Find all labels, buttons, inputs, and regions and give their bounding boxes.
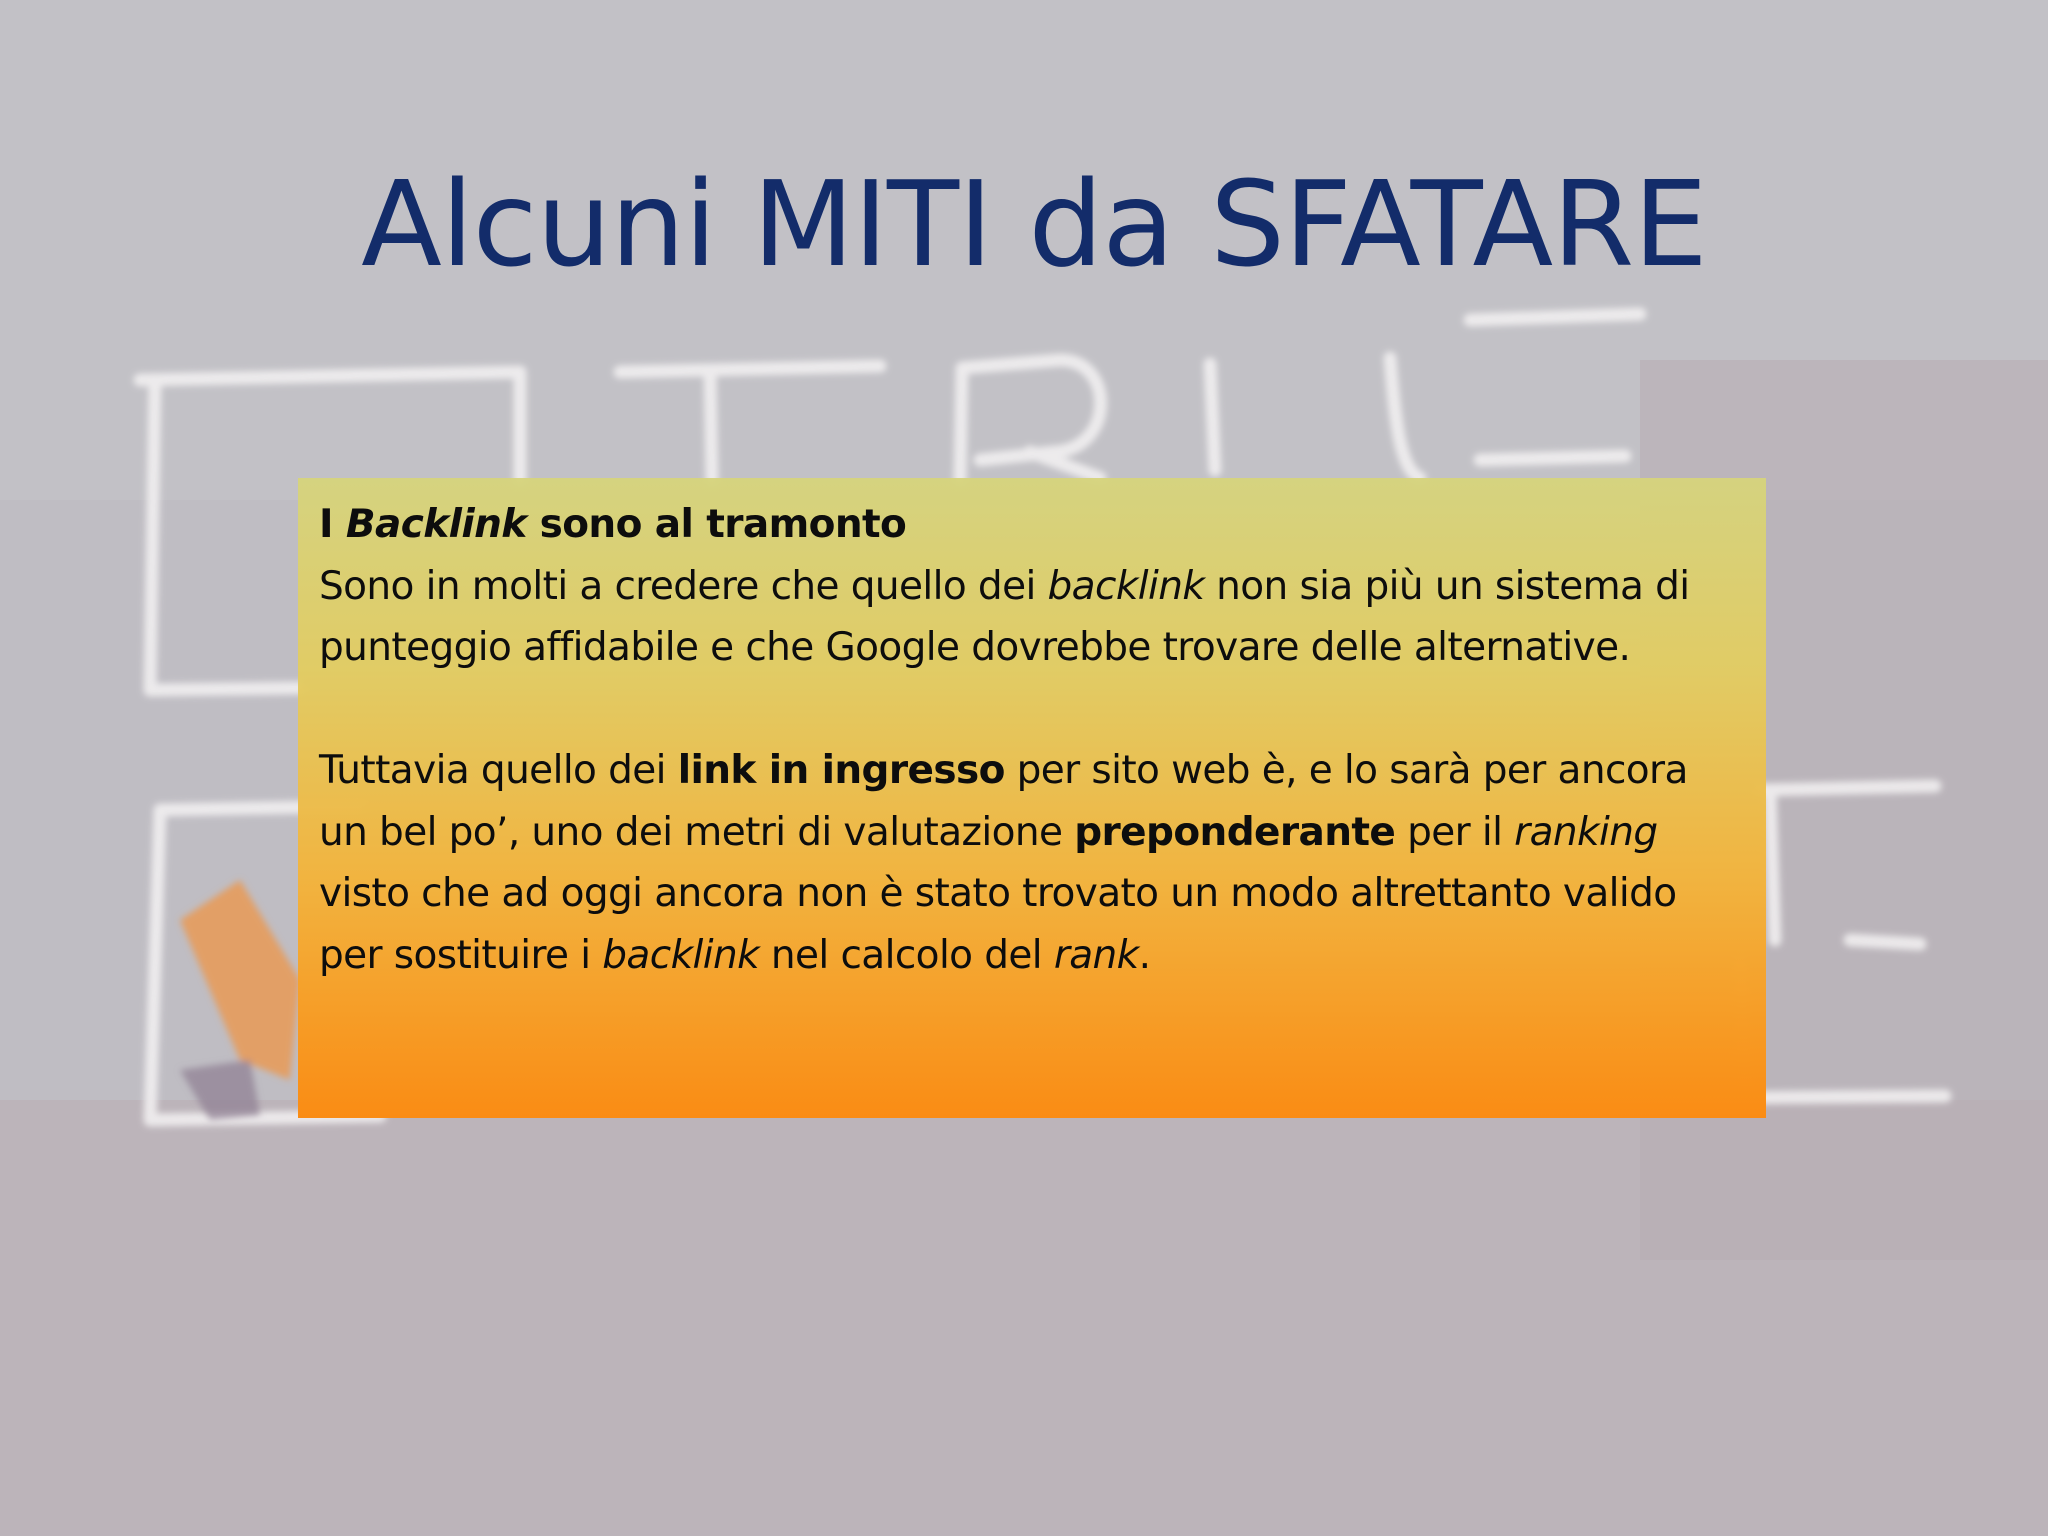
p2-emphasis3: rank: [1053, 932, 1139, 978]
p2-emphasis2: backlink: [602, 932, 760, 978]
p2-part6: .: [1138, 932, 1151, 978]
p1-part1: Sono in molti a credere che quello dei: [319, 563, 1048, 609]
heading-prefix: I: [319, 502, 346, 547]
heading-emphasis: Backlink: [345, 502, 527, 547]
content-box: [298, 478, 1766, 1118]
p2-bold2: preponderante: [1074, 809, 1396, 855]
p2-part3: per il: [1395, 809, 1515, 855]
p1-emphasis1: backlink: [1047, 563, 1205, 609]
box-heading: [319, 494, 1746, 556]
p2-emphasis1: ranking: [1514, 809, 1658, 855]
paragraph-2: [319, 740, 1746, 986]
heading-suffix: sono al tramonto: [526, 502, 907, 547]
paragraph-spacer: [319, 679, 1746, 741]
p2-bold1: link in ingresso: [677, 748, 1005, 793]
p1-part2: non sia più un sistema di punteggio affidabile e che Google dovrebbe trovare delle alternative.: [319, 563, 1690, 670]
p2-part4: visto che ad oggi ancora non è stato trovato un modo altrettanto valido per sostituire i: [319, 871, 1677, 978]
slide-title: Alcuni MITI da SFATARE: [361, 155, 1707, 293]
p2-part1: Tuttavia quello dei: [319, 748, 678, 793]
p2-part2: per sito web è, e lo sarà per ancora un bel po’, uno dei metri di valutazione: [319, 748, 1688, 855]
p2-part5: nel calcolo del: [759, 932, 1054, 978]
paragraph-1: [319, 556, 1746, 679]
